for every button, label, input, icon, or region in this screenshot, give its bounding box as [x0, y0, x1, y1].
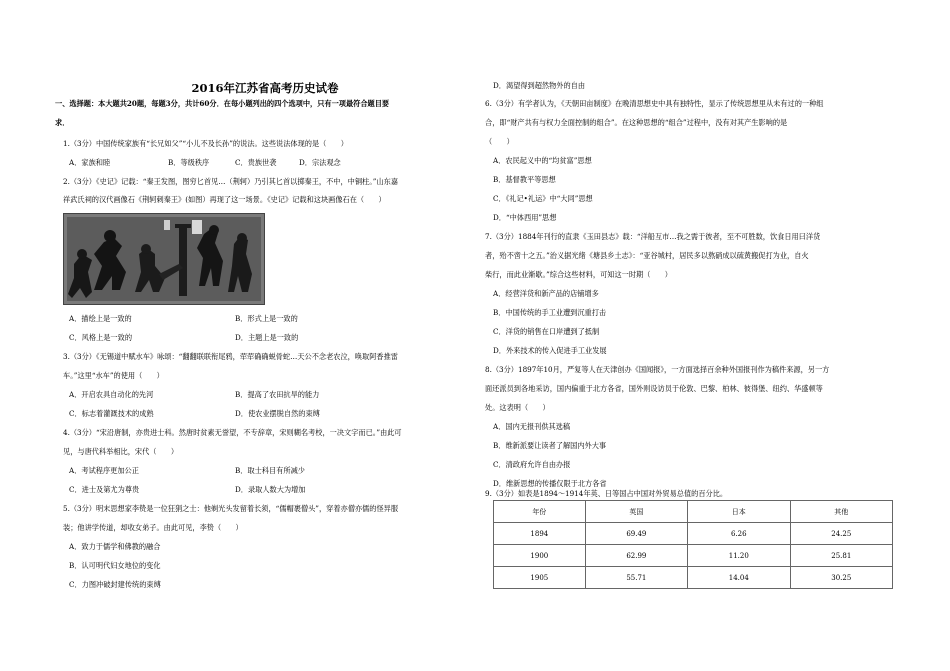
- q5-option-b[interactable]: B．认可明代妇女地位的变化: [69, 561, 161, 570]
- q4-stem-line1: 4.（3分）“宋沿唐制，亦贵进士科。然唐时贫素无誉望，不专辞章，宋则糊名考校，一决文字而已。”由此可: [63, 428, 402, 437]
- q7-option-d[interactable]: D．外来技术的传入促进手工业发展: [493, 346, 607, 355]
- table-row: [494, 523, 893, 545]
- q6-option-b[interactable]: B．基督教平等思想: [493, 175, 556, 184]
- q8-stem-line3: 处。这表明（ ）: [485, 403, 550, 412]
- trade-share-table: [493, 500, 893, 589]
- table-cell: 69.49: [585, 523, 687, 545]
- table-cell: 55.71: [585, 567, 687, 589]
- q7-stem-line1: 7.（3分）1884年刊行的直隶《玉田县志》载：“洋船互市…我之需于彼者，至不可胜数，饮食日用曰洋货: [485, 232, 821, 241]
- q2-option-b[interactable]: B．形式上是一致的: [235, 314, 298, 323]
- q6-option-d[interactable]: D．“中体西用”思想: [493, 213, 557, 222]
- q3-stem-line2: 车。”这里“水车”的使用（ ）: [63, 371, 164, 380]
- q5-stem-line2: 装；他讲学传道，却收女弟子。由此可见，李贽（ ）: [63, 523, 243, 532]
- q8-stem-line1: 8.（3分）1897年10月，严复等人在天津创办《国闻报》，一方面选择百余种外国报刊作为稿件来源，另一方: [485, 365, 830, 374]
- q3-option-b[interactable]: B．提高了农田抗旱的能力: [235, 390, 320, 399]
- table-header-cell: 年份: [494, 501, 586, 523]
- engraving-drawing: [64, 214, 264, 304]
- q1-option-c[interactable]: C．贵族世袭: [235, 158, 277, 167]
- q7-option-a[interactable]: A．经营洋货和新产品的店铺增多: [493, 289, 599, 298]
- table-cell: 6.26: [688, 523, 790, 545]
- table-cell: 1900: [494, 545, 586, 567]
- table-header-cell: 英国: [585, 501, 687, 523]
- q1-option-b[interactable]: B．等级秩序: [168, 158, 210, 167]
- q9-stem: 9.（3分）如表是1894～1914年英、日等国占中国对外贸易总值的百分比。: [485, 489, 728, 498]
- q7-option-c[interactable]: C．洋货的销售在口岸遭到了抵制: [493, 327, 600, 336]
- table-cell: 11.20: [688, 545, 790, 567]
- q5-option-c[interactable]: C．力图冲破封建传统的束缚: [69, 580, 161, 589]
- table-header-cell: 其他: [790, 501, 892, 523]
- q8-option-c[interactable]: C．清政府允许自由办报: [493, 460, 571, 469]
- table-header-cell: 日本: [688, 501, 790, 523]
- q6-option-c[interactable]: C．《礼记•礼运》中“大同”思想: [493, 194, 593, 203]
- q2-stem-line1: 2.（3分）《史记》记载：“秦王发图，图穷匕首见…（荆轲）乃引其匕首以掷秦王，不中，中铜柱。”山东嘉: [63, 177, 399, 186]
- q6-stem-line1: 6.（3分）有学者认为，《天朝田亩制度》在晚清思想史中具有独特性，显示了传统思想里从未有过的一种组: [485, 99, 824, 108]
- q5-stem-line1: 5.（3分）明末思想家李贽是一位狂狷之士：他剃光头发留着长须，“儒帽裹僧头”，穿着亦僧亦儒的怪异服: [63, 504, 399, 513]
- table-row: [494, 545, 893, 567]
- q7-stem-line2: 者，殆不啻十之五。”治义据光绪《塘县乡土志》：“亚谷城村，居民多以熬硝成以硫黄搬促打为业，自火: [485, 251, 809, 260]
- table-cell: 14.04: [688, 567, 790, 589]
- q1-option-a[interactable]: A．家族和睦: [69, 158, 111, 167]
- q1-option-d[interactable]: D．宗法观念: [299, 158, 341, 167]
- q2-option-a[interactable]: A．描绘上是一致的: [69, 314, 132, 323]
- table-cell: 30.25: [790, 567, 892, 589]
- table-cell: 24.25: [790, 523, 892, 545]
- q8-option-d[interactable]: D．维新思想的传播仅限于北方各省: [493, 479, 607, 488]
- q7-option-b[interactable]: B．中国传统的手工业遭到沉重打击: [493, 308, 607, 317]
- q4-option-c[interactable]: C．进士及第尤为尊贵: [69, 485, 140, 494]
- q2-option-d[interactable]: D．主题上是一致的: [235, 333, 299, 342]
- q4-option-a[interactable]: A．考试程序更加公正: [69, 466, 139, 475]
- q1-stem: 1.（3分）中国传统家族有“长兄如父”“小儿不及长孙”的说法。这些说法体现的是（ ）: [63, 139, 348, 148]
- table-cell: 25.81: [790, 545, 892, 567]
- q4-stem-line2: 见，与唐代科举相比，宋代（ ）: [63, 447, 179, 456]
- page-title: 2016年江苏省高考历史试卷: [191, 81, 339, 95]
- jingke-engraving-image: [63, 213, 265, 305]
- q3-option-c[interactable]: C．标志着灌溉技术的成熟: [69, 409, 154, 418]
- table-cell: 1905: [494, 567, 586, 589]
- q3-option-a[interactable]: A．开启农具自动化的先河: [69, 390, 154, 399]
- q2-stem-line2: 祥武氏祠的汉代画像石《荆轲刺秦王》(如图）再现了这一场景。《史记》记载和这块画像石在（ ）: [63, 195, 386, 204]
- q6-option-a[interactable]: A．农民起义中的“均贫富”思想: [493, 156, 592, 165]
- q8-option-b[interactable]: B．维新派要让读者了解国内外大事: [493, 441, 607, 450]
- table-cell: 62.99: [585, 545, 687, 567]
- q6-stem-line2: 合，即“财产共有与权力全面控制的组合”。在这种思想的“组合”过程中，没有对其产生影响的是: [485, 118, 788, 127]
- section-heading-line2: 求．: [55, 118, 70, 127]
- q8-option-a[interactable]: A．国内无报刊供其选稿: [493, 422, 571, 431]
- q5-option-a[interactable]: A．致力于儒学和佛教的融合: [69, 542, 161, 551]
- q3-option-d[interactable]: D．使农业摆脱自然的束缚: [235, 409, 320, 418]
- q4-option-d[interactable]: D．录取人数大为增加: [235, 485, 306, 494]
- q3-stem-line1: 3.（3分）《无锡道中赋水车》咏颂：“翻翻联联衔尾鸦，荦荦确确蜕骨蛇…天公不念老农泣，唤取阿香推雷: [63, 352, 398, 361]
- q5-option-d[interactable]: D．渴望得到超然物外的自由: [493, 81, 586, 90]
- q7-stem-line3: 柴行，而此业渐歇。”综合这些材料，可知这一时期（ ）: [485, 270, 672, 279]
- q8-stem-line2: 面还派员到各地采访，国内偏重于北方各省，国外则设访员于伦敦、巴黎、柏林、彼得堡、纽约、华盛顿等: [485, 384, 823, 393]
- q6-stem-line3: （ ）: [485, 137, 514, 146]
- q2-option-c[interactable]: C．风格上是一致的: [69, 333, 133, 342]
- section-heading-line1: 一、选择题：本大题共20题，每题3分，共计60分．在每小题列出的四个选项中，只有一项最符合题目要: [55, 99, 390, 108]
- table-row: [494, 567, 893, 589]
- table-cell: 1894: [494, 523, 586, 545]
- table-header-row: [494, 501, 893, 523]
- q4-option-b[interactable]: B．取士科目有所减少: [235, 466, 305, 475]
